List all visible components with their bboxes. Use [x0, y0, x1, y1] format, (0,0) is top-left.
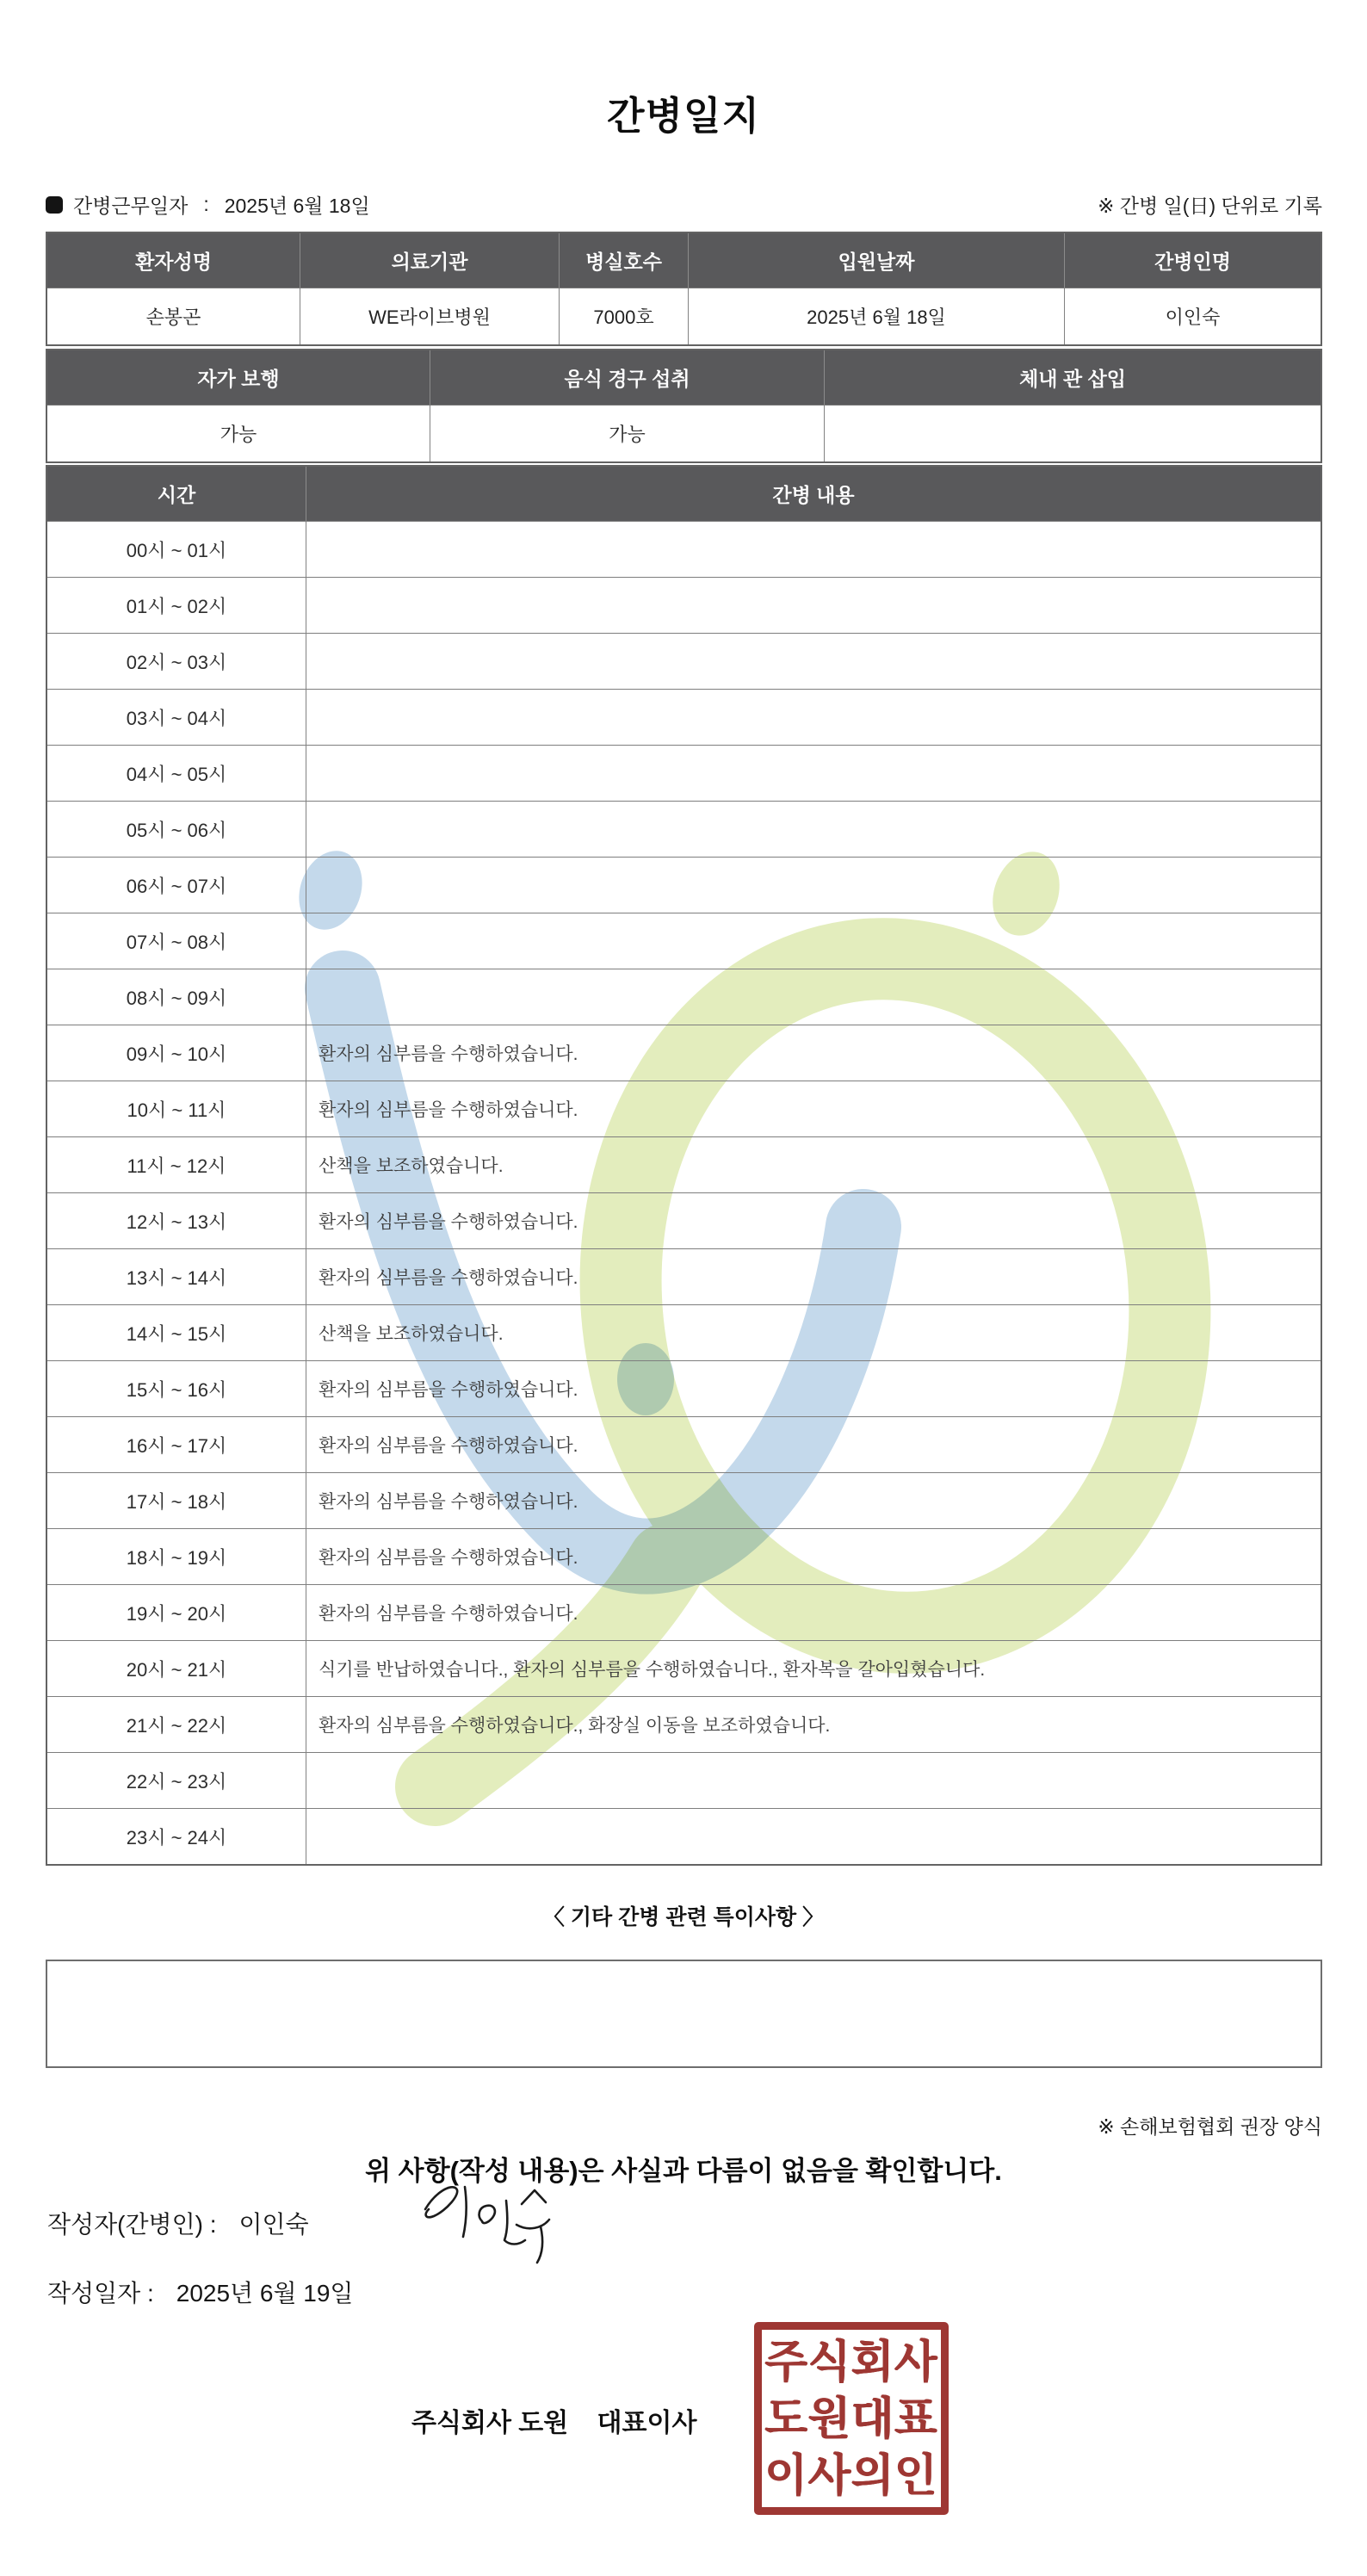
- log-content-14: 산책을 보조하였습니다.: [306, 1304, 1321, 1360]
- log-content-18: 환자의 심부름을 수행하였습니다.: [306, 1528, 1321, 1584]
- page-title: 간병일지: [607, 94, 760, 138]
- log-time-16: 16시 ~ 17시: [47, 1416, 306, 1472]
- log-time-04: 04시 ~ 05시: [47, 745, 306, 801]
- log-content-20: 식기를 반납하였습니다., 환자의 심부름을 수행하였습니다., 환자복을 갈아입혔습니다.: [306, 1640, 1321, 1696]
- caregiver-signature: [413, 2177, 560, 2273]
- work-date-value: 2025년 6월 18일: [224, 195, 370, 217]
- log-time-06: 06시 ~ 07시: [47, 857, 306, 913]
- log-content-13: 환자의 심부름을 수행하였습니다.: [306, 1248, 1321, 1304]
- log-content-15: 환자의 심부름을 수행하였습니다.: [306, 1360, 1321, 1416]
- log-content-00: [306, 521, 1321, 577]
- value-tube-insertion: [825, 405, 1321, 461]
- work-date-line: [46, 190, 370, 219]
- header-caregiver-name: 간병인명: [1065, 233, 1321, 288]
- log-time-23: 23시 ~ 24시: [47, 1808, 306, 1864]
- log-content-08: [306, 969, 1321, 1025]
- special-notes-heading: 〈 기타 간병 관련 특이사항 〉: [542, 1905, 825, 1929]
- written-date-label: 작성일자 :: [47, 2280, 154, 2307]
- log-content-11: 산책을 보조하였습니다.: [306, 1136, 1321, 1192]
- log-time-14: 14시 ~ 15시: [47, 1304, 306, 1360]
- header-time: 시간: [47, 467, 306, 521]
- log-content-16: 환자의 심부름을 수행하였습니다.: [306, 1416, 1321, 1472]
- log-time-20: 20시 ~ 21시: [47, 1640, 306, 1696]
- log-content-23: [306, 1808, 1321, 1864]
- stamp-line-1: 주식회사: [764, 2338, 938, 2387]
- log-time-08: 08시 ~ 09시: [47, 969, 306, 1025]
- log-content-12: 환자의 심부름을 수행하였습니다.: [306, 1192, 1321, 1248]
- log-time-07: 07시 ~ 08시: [47, 913, 306, 969]
- log-content-01: [306, 577, 1321, 633]
- value-medical-institution: WE라이브병원: [300, 288, 560, 344]
- unit-note: ※ 간병 일(日) 단위로 기록: [1098, 195, 1322, 217]
- patient-status-table: [46, 349, 1322, 463]
- written-date-line: [47, 2275, 353, 2309]
- value-patient-name: 손봉곤: [47, 288, 300, 344]
- value-room-number: 7000호: [560, 288, 689, 344]
- log-content-03: [306, 689, 1321, 745]
- log-time-22: 22시 ~ 23시: [47, 1752, 306, 1808]
- meta-row: [46, 190, 1322, 219]
- log-time-10: 10시 ~ 11시: [47, 1081, 306, 1136]
- log-content-07: [306, 913, 1321, 969]
- log-content-04: [306, 745, 1321, 801]
- log-time-05: 05시 ~ 06시: [47, 801, 306, 857]
- value-admission-date: 2025년 6월 18일: [689, 288, 1065, 344]
- writer-name: 이인숙: [238, 2211, 309, 2238]
- log-content-19: 환자의 심부름을 수행하였습니다.: [306, 1584, 1321, 1640]
- log-time-17: 17시 ~ 18시: [47, 1472, 306, 1528]
- log-time-03: 03시 ~ 04시: [47, 689, 306, 745]
- log-time-00: 00시 ~ 01시: [47, 521, 306, 577]
- stamp-line-3: 이사의인: [764, 2451, 938, 2501]
- company-representative-line: 주식회사 도원 대표이사: [411, 2409, 697, 2437]
- header-self-walking: 자가 보행: [47, 350, 430, 405]
- log-content-02: [306, 633, 1321, 689]
- header-medical-institution: 의료기관: [300, 233, 560, 288]
- hourly-care-log-table: [46, 465, 1322, 1866]
- header-admission-date: 입원날짜: [689, 233, 1065, 288]
- log-content-05: [306, 801, 1321, 857]
- stamp-line-2: 도원대표: [764, 2394, 938, 2444]
- log-time-19: 19시 ~ 20시: [47, 1584, 306, 1640]
- recommended-form-note: ※ 손해보험협회 권장 양식: [1098, 2115, 1322, 2138]
- header-room-number: 병실호수: [560, 233, 689, 288]
- log-time-15: 15시 ~ 16시: [47, 1360, 306, 1416]
- value-caregiver-name: 이인숙: [1065, 288, 1321, 344]
- log-content-06: [306, 857, 1321, 913]
- corporate-seal-stamp: [754, 2322, 949, 2515]
- confirmation-statement: 위 사항(작성 내용)은 사실과 다름이 없음을 확인합니다.: [365, 2156, 1002, 2186]
- black-square-bullet-icon: [46, 196, 63, 214]
- value-oral-intake: 가능: [430, 405, 825, 461]
- written-date-value: 2025년 6월 19일: [176, 2280, 354, 2307]
- log-time-12: 12시 ~ 13시: [47, 1192, 306, 1248]
- header-tube-insertion: 체내 관 삽입: [825, 350, 1321, 405]
- log-content-10: 환자의 심부름을 수행하였습니다.: [306, 1081, 1321, 1136]
- log-time-02: 02시 ~ 03시: [47, 633, 306, 689]
- patient-info-table: [46, 232, 1322, 346]
- header-patient-name: 환자성명: [47, 233, 300, 288]
- header-oral-intake: 음식 경구 섭취: [430, 350, 825, 405]
- log-time-01: 01시 ~ 02시: [47, 577, 306, 633]
- special-notes-box: [46, 1960, 1322, 2068]
- writer-label: 작성자(간병인) :: [47, 2211, 217, 2238]
- log-content-21: 환자의 심부름을 수행하였습니다., 화장실 이동을 보조하였습니다.: [306, 1696, 1321, 1752]
- log-time-11: 11시 ~ 12시: [47, 1136, 306, 1192]
- work-date-label: 간병근무일자: [73, 195, 189, 217]
- log-time-21: 21시 ~ 22시: [47, 1696, 306, 1752]
- log-time-09: 09시 ~ 10시: [47, 1025, 306, 1081]
- work-date-separator: :: [203, 193, 209, 215]
- log-content-09: 환자의 심부름을 수행하였습니다.: [306, 1025, 1321, 1081]
- writer-line: [47, 2206, 309, 2240]
- value-self-walking: 가능: [47, 405, 430, 461]
- header-care-content: 간병 내용: [306, 467, 1321, 521]
- log-content-17: 환자의 심부름을 수행하였습니다.: [306, 1472, 1321, 1528]
- log-time-13: 13시 ~ 14시: [47, 1248, 306, 1304]
- log-content-22: [306, 1752, 1321, 1808]
- log-time-18: 18시 ~ 19시: [47, 1528, 306, 1584]
